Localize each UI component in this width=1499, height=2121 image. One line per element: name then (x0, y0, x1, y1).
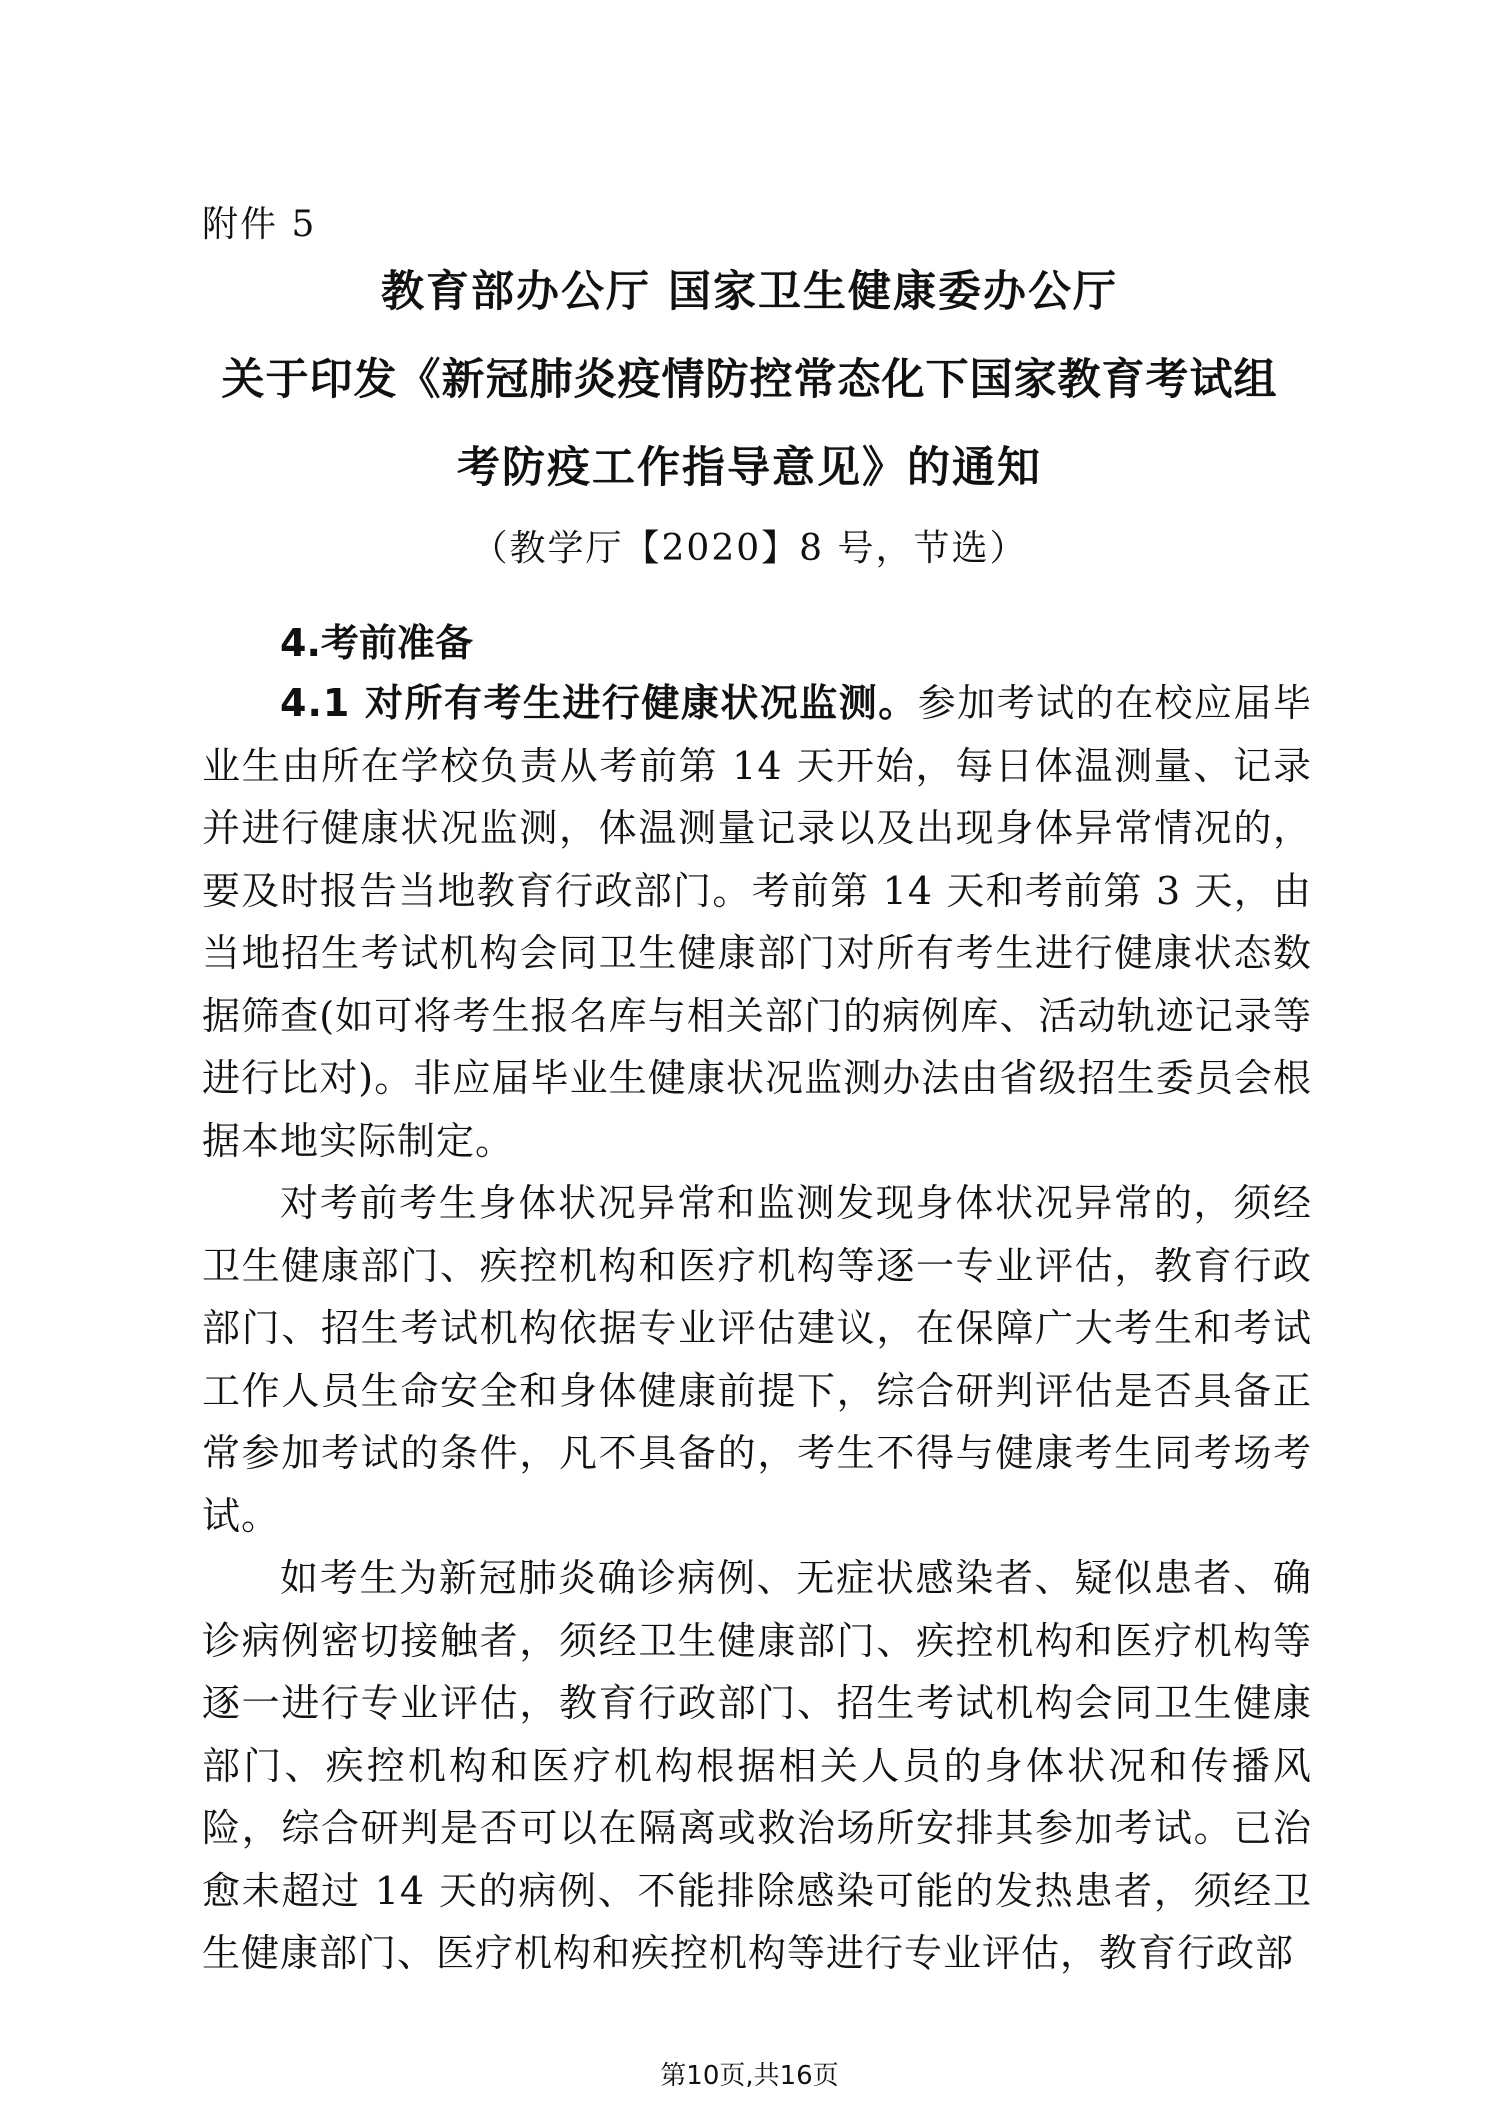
page-number-footer: 第10页,共16页 (660, 2061, 839, 2091)
document-number: （教学厅【2020】8 号，节选） (471, 528, 1028, 569)
body-text (202, 672, 1312, 1985)
section-heading: 4.考前准备 (280, 621, 473, 665)
title-line-2: 关于印发《新冠肺炎疫情防控常态化下国家教育考试组 (221, 355, 1278, 405)
paragraph-1 (202, 672, 1312, 1172)
paragraph-3: 如考生为新冠肺炎确诊病例、无症状感染者、疑似患者、确诊病例密切接触者，须经卫生健康部门、疾控机构和医疗机构等逐一进行专业评估，教育行政部门、招生考试机构会同卫生健康部门、疾控机构和医疗机构根据相关人员的身体状况和传播风险，综合研判是否可以在隔离或救治场所安排其参加考试。已治愈未超过 14 天的病例、不能排除感染可能的发热患者，须经卫生健康部门、医疗机构和疾控机构等进行专业评估，教育行政部 (202, 1556, 1312, 1975)
paragraph-2: 对考前考生身体状况异常和监测发现身体状况异常的，须经卫生健康部门、疾控机构和医疗机构等逐一专业评估，教育行政部门、招生考试机构依据专业评估建议，在保障广大考生和考试工作人员生命安全和身体健康前提下，综合研判评估是否具备正常参加考试的条件，凡不具备的，考生不得与健康考生同考场考试。 (202, 1181, 1312, 1538)
paragraph-1-text: 参加考试的在校应届毕业生由所在学校负责从考前第 14 天开始，每日体温测量、记录并进行健康状况监测，体温测量记录以及出现身体异常情况的，要及时报告当地教育行政部门。考前第 14 天和考前第 3 天，由当地招生考试机构会同卫生健康部门对所有考生进行健康状态数据筛查(如可将考生报名库与相关部门的病例库、活动轨迹记录等进行比对)。非应届毕业生健康状况监测办法由省级招生委员会根据本地实际制定。 (202, 681, 1312, 1163)
attachment-label: 附件 5 (202, 204, 317, 245)
paragraph-1-lead: 4.1 对所有考生进行健康状况监测。 (280, 681, 918, 725)
title-line-3: 考防疫工作指导意见》的通知 (457, 443, 1042, 493)
title-line-1: 教育部办公厅 国家卫生健康委办公厅 (381, 267, 1118, 317)
